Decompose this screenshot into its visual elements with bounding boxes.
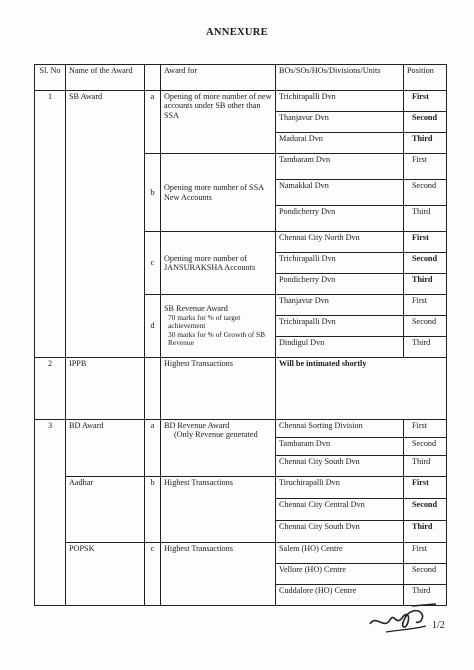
table-row [35,358,447,420]
position-cell: Second [404,499,447,521]
table-row [35,91,447,112]
position-cell: Second [404,316,447,337]
position-cell: Third [404,337,447,358]
award-title: SB Revenue Award [164,304,228,314]
table-row [35,543,447,564]
header-row [35,65,447,91]
award-for-cell: Opening more number of JANSURAKSHA Accounts [161,232,276,295]
award-name-cell: IPPB [66,358,145,420]
award-for-cell [161,295,276,358]
unit-cell: Madurai Dvn [276,133,404,154]
award-criteria-1: 70 marks for % of target achievement [168,312,241,331]
position-cell: Second [404,438,447,456]
award-name-cell: SB Award [66,91,145,358]
unit-cell: Cuddalore (HO) Centre [276,585,404,606]
sub-index-cell: b [145,477,161,543]
unit-cell: Pondicherry Dvn [276,274,404,295]
position-cell: Third [404,456,447,477]
position-cell: Second [404,564,447,585]
award-for-cell: Highest Transactions [161,477,276,543]
award-for-cell: Opening of more number of new accounts under SB other than SSA [161,91,276,154]
position-cell: Third [404,274,447,295]
annexure-table [34,64,447,606]
document-title: ANNEXURE [206,27,268,38]
position-cell: First [404,232,447,253]
unit-cell: Chennai City South Dvn [276,456,404,477]
sub-index-cell: a [145,91,161,154]
header-position: Position [404,65,447,91]
unit-cell: Namakkal Dvn [276,180,404,206]
unit-cell: Chennai City South Dvn [276,521,404,543]
award-title: BD Revenue Award [164,421,230,430]
unit-cell: Tambaram Dvn [276,154,404,180]
position-cell: First [404,543,447,564]
award-criteria-2: 30 marks for % of Growth of SB Revenue [168,329,266,348]
position-cell: First [404,154,447,180]
award-subtitle: (Only Revenue generated [174,430,258,440]
award-for-cell: Highest Transactions [161,543,276,606]
header-award-name: Name of the Award [66,65,145,91]
position-cell: Third [404,521,447,543]
sub-index-cell: c [145,543,161,606]
position-cell: Third [404,133,447,154]
sub-index-cell: d [145,295,161,358]
header-sl-no: Sl. No [35,65,66,91]
unit-cell: Tambaram Dvn [276,438,404,456]
page-number: 1/2 [432,620,445,631]
unit-cell: Thanjavur Dvn [276,295,404,316]
award-for-cell [161,420,276,477]
sub-index-cell: b [145,154,161,232]
sub-index-cell: c [145,232,161,295]
award-for-cell: Highest Transactions [161,358,276,420]
sl-no-cell: 1 [35,91,66,358]
table-row [35,420,447,438]
unit-cell: Salem (HO) Centre [276,543,404,564]
position-cell: First [404,295,447,316]
header-units: BOs/SOs/HOs/Divisions/Units [276,65,404,91]
unit-cell: Chennai City Central Dvn [276,499,404,521]
unit-cell: Chennai Sorting Division [276,420,404,438]
sub-index-cell: a [145,420,161,477]
unit-cell: Trichirapalli Dvn [276,253,404,274]
header-award-for: Award for [161,65,276,91]
award-for-cell: Opening more number of SSA New Accounts [161,154,276,232]
unit-cell: Chennai City North Dvn [276,232,404,253]
position-cell: Second [404,180,447,206]
position-cell: Third [404,206,447,232]
unit-cell: Trichirapalli Dvn [276,91,404,112]
unit-cell: Trichirapalli Dvn [276,316,404,337]
position-cell: First [404,91,447,112]
position-cell: First [404,477,447,499]
unit-cell: Thanjavur Dvn [276,112,404,133]
unit-cell: Pondicherry Dvn [276,206,404,232]
position-cell: First [404,420,447,438]
sl-no-cell: 3 [35,420,66,606]
award-name-cell: Aadhar [66,477,145,543]
sl-no-cell: 2 [35,358,66,420]
position-cell: Third [404,585,447,606]
note-cell: Will be intimated shortly [276,358,447,420]
position-cell: Second [404,253,447,274]
award-name-cell: POPSK [66,543,145,606]
table-row [35,477,447,499]
position-cell: Second [404,112,447,133]
award-name-cell: BD Award [66,420,145,477]
unit-cell: Tiruchirapalli Dvn [276,477,404,499]
unit-cell: Vellore (HO) Centre [276,564,404,585]
unit-cell: Dindigul Dvn [276,337,404,358]
